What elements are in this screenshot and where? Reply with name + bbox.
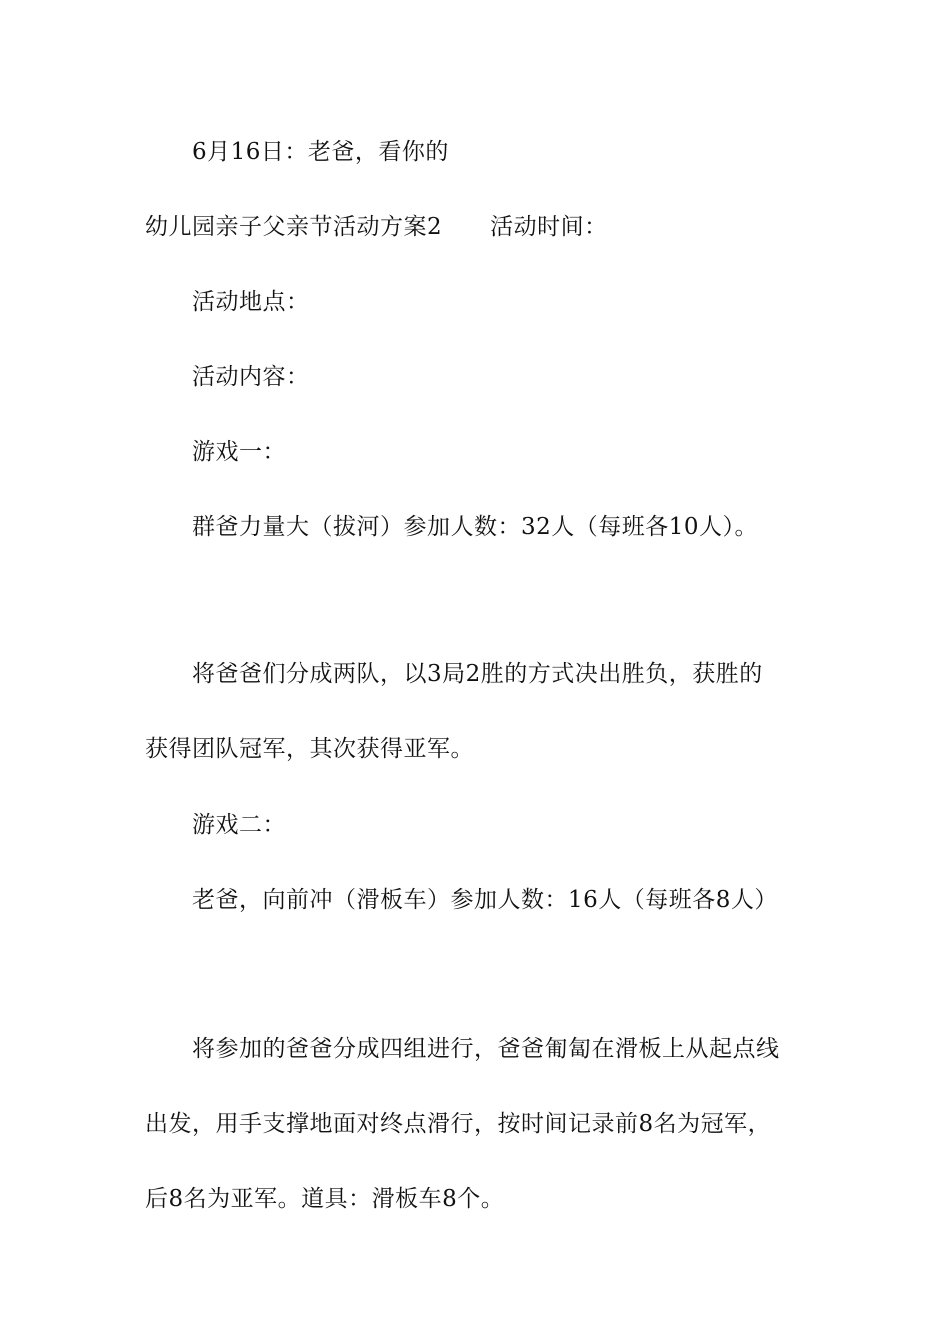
date-heading: 6月16日：老爸，看你的	[192, 139, 449, 165]
game-two-heading: 游戏二：	[192, 812, 286, 838]
game-two-description: 老爸，向前冲（滑板车）参加人数：16人（每班各8人）	[192, 887, 778, 913]
activity-time-label: 活动时间：	[490, 214, 608, 240]
game-two-rules-line-2: 出发，用手支撑地面对终点滑行，按时间记录前8名为冠军，	[145, 1111, 772, 1137]
game-one-description: 群爸力量大（拔河）参加人数：32人（每班各10人）。	[192, 514, 759, 540]
title-line	[145, 212, 608, 242]
plan-title: 幼儿园亲子父亲节活动方案2	[145, 214, 443, 240]
game-one-rules-line-1: 将爸爸们分成两队，以3局2胜的方式决出胜负，获胜的	[192, 661, 763, 687]
game-one-heading: 游戏一：	[192, 439, 286, 465]
game-one-rules-line-2: 获得团队冠军，其次获得亚军。	[145, 736, 474, 762]
activity-content-label: 活动内容：	[192, 364, 310, 390]
game-two-rules-line-1: 将参加的爸爸分成四组进行，爸爸匍匐在滑板上从起点线	[192, 1036, 780, 1062]
activity-location-label: 活动地点：	[192, 289, 310, 315]
game-two-rules-line-3: 后8名为亚军。道具：滑板车8个。	[145, 1186, 505, 1212]
